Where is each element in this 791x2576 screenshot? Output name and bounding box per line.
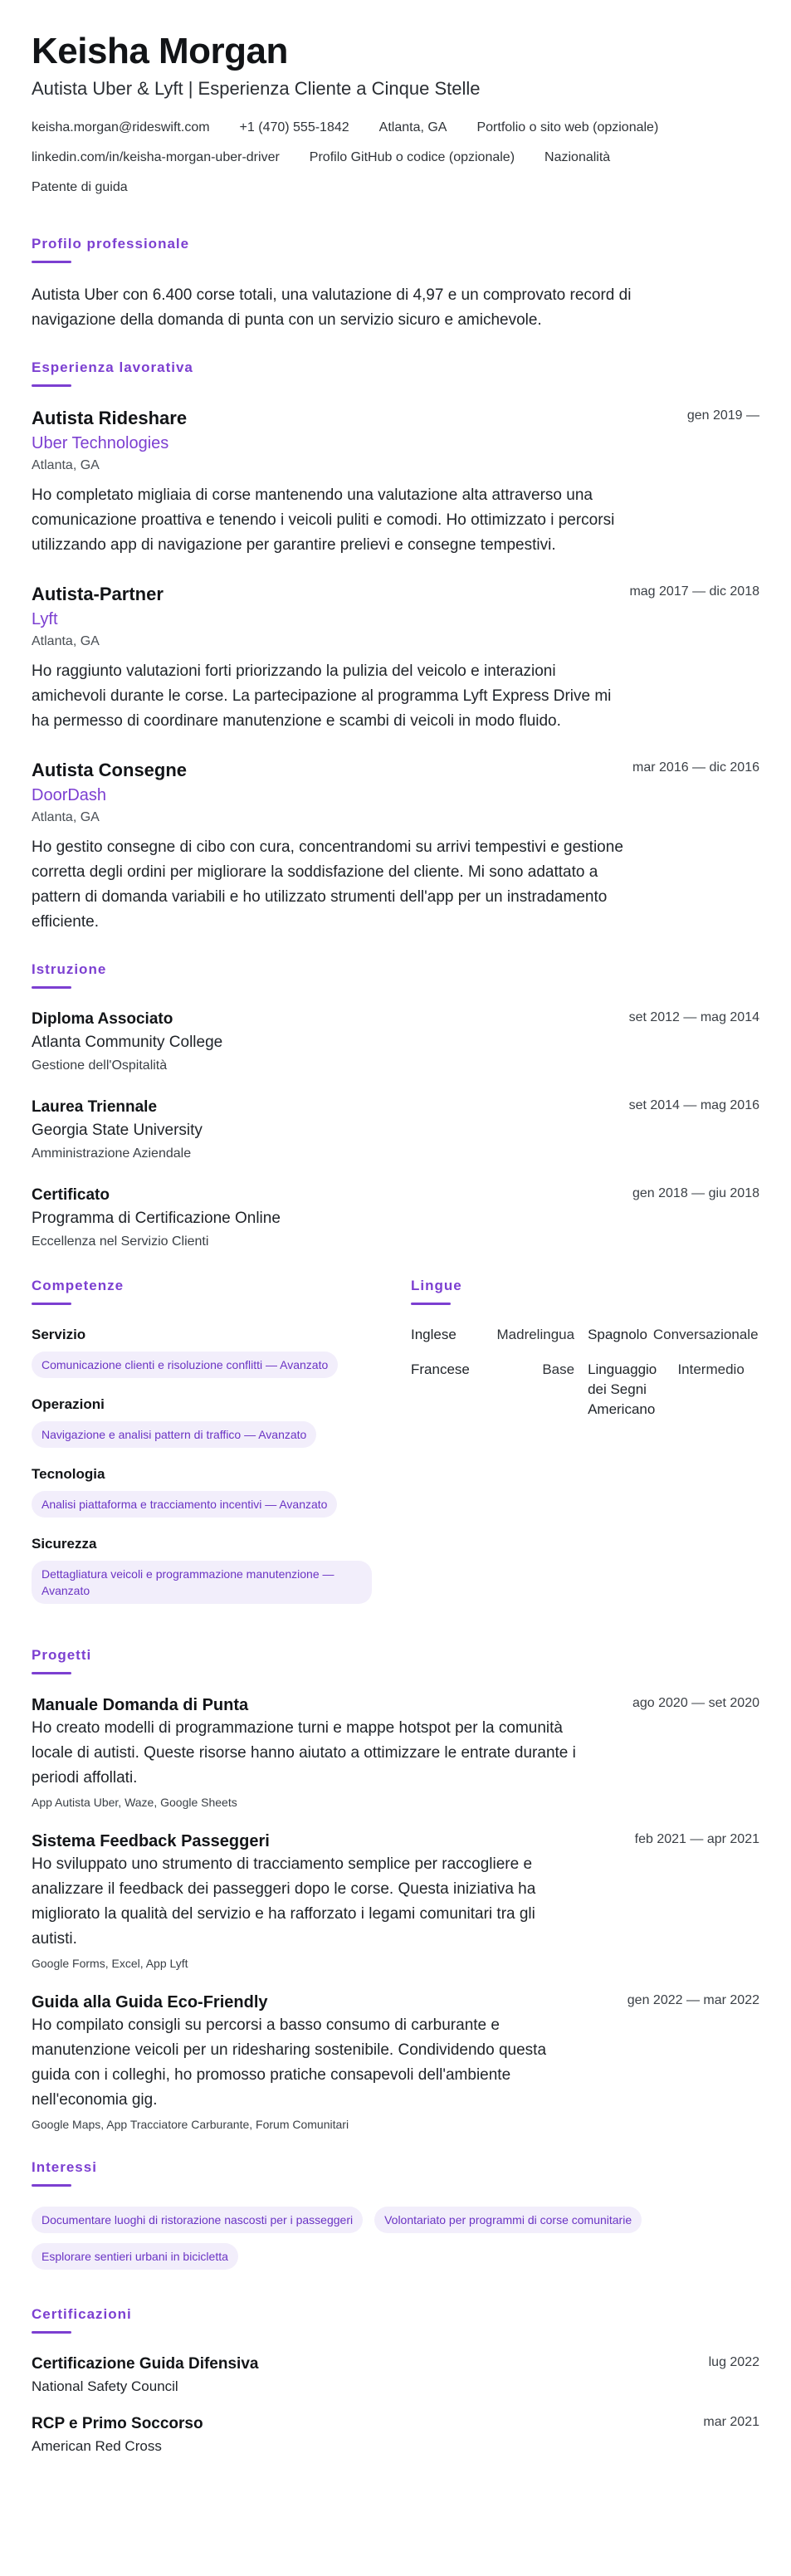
language-name: Linguaggio dei Segni Americano: [588, 1361, 657, 1417]
interest-chip-list: [32, 2207, 759, 2280]
section-divider: [32, 986, 71, 989]
job-description: Ho completato migliaia di corse mantenendo una valutazione alta attraverso una comunicazione proattiva e tenendo i veicoli puliti e comodi. Ho ottimizzato i percorsi utilizzando app di navigazione per garantire prelievi e consegne tempestivi.: [32, 486, 615, 554]
project-description: Ho sviluppato uno strumento di tracciamento semplice per raccogliere e analizzare il feedback dei passeggeri dopo le corse. Questa iniziativa ha migliorato la qualità del servizio e ha rafforzato i legami comunitari tra gli autisti.: [32, 1855, 536, 1948]
job-title: Autista-Partner: [32, 584, 164, 604]
resume-header: [32, 32, 759, 209]
interest-chip: Esplorare sentieri urbani in bicicletta: [32, 2243, 238, 2270]
skill-group-name: Servizio: [32, 1327, 86, 1342]
job-date: mag 2017 — dic 2018: [629, 584, 759, 599]
skill-group-name: Operazioni: [32, 1396, 105, 1412]
project-description: Ho compilato consigli su percorsi a basso consumo di carburante e manutenzione veicoli per un ridesharing sostenibile. Condividendo questa guida con i colleghi, ho promosso pratiche consapevoli dell'ambiente nell'economia gig.: [32, 2016, 547, 2109]
language-level: Conversazionale: [652, 1327, 759, 1342]
education-degree: Certificato: [32, 1186, 110, 1204]
job-entry: [32, 759, 759, 935]
education-date: gen 2018 — giu 2018: [632, 1186, 759, 1200]
project-tools: Google Maps, App Tracciatore Carburante, Forum Comunitari: [32, 2118, 349, 2131]
language-level: Intermedio: [677, 1361, 745, 1377]
summary-text: Autista Uber con 6.400 corse totali, una valutazione di 4,97 e un comprovato record di navigazione della domanda di punta con un servizio sicuro e amichevole.: [32, 286, 632, 329]
contact-linkedin[interactable]: linkedin.com/in/keisha-morgan-uber-driver: [32, 150, 280, 164]
certification-date: mar 2021: [703, 2415, 759, 2429]
project-tools: App Autista Uber, Waze, Google Sheets: [32, 1796, 237, 1809]
section-divider: [32, 1303, 71, 1305]
section-divider: [32, 261, 71, 263]
language-level: Base: [542, 1361, 575, 1377]
project-description: Ho creato modelli di programmazione turni e mappe hotspot per la comunità locale di autisti. Queste risorse hanno aiutato a ottimizzare le entrate durante i periodi affollati.: [32, 1719, 576, 1787]
education-date: set 2012 — mag 2014: [628, 1010, 759, 1024]
education-entry: [32, 1185, 759, 1251]
interest-chip: Documentare luoghi di ristorazione nascosti per i passeggeri: [32, 2207, 363, 2233]
education-date: set 2014 — mag 2016: [628, 1098, 759, 1112]
job-description: Ho gestito consegne di cibo con cura, concentrandomi su arrivi tempestivi e gestione corretta degli ordini per migliorare la soddisfazione del cliente. Mi sono adattato a pattern di domanda variabili e ho utilizzato strumenti dell'app per un instradamento efficiente.: [32, 838, 623, 931]
education-section: [32, 961, 759, 1251]
certification-issuer: American Red Cross: [32, 2438, 162, 2454]
education-area: Gestione dell'Ospitalità: [32, 1058, 168, 1073]
job-entry: [32, 583, 759, 734]
contact-email[interactable]: keisha.morgan@rideswift.com: [32, 120, 210, 134]
contact-phone[interactable]: +1 (470) 555-1842: [239, 120, 349, 134]
section-divider: [32, 2331, 71, 2334]
skill-chip: Navigazione e analisi pattern di traffico — Avanzato: [32, 1421, 316, 1448]
project-entry: [32, 1694, 759, 1811]
language-row: [411, 1325, 759, 1345]
contact-license: Patente di guida: [32, 180, 128, 194]
skill-group: [32, 1464, 380, 1518]
contact-location: Atlanta, GA: [378, 120, 447, 134]
certification-entry: [32, 2354, 759, 2397]
education-school: Programma di Certificazione Online: [32, 1210, 281, 1227]
language-name: Inglese: [411, 1327, 457, 1342]
job-location: Atlanta, GA: [32, 458, 100, 472]
interests-section: [32, 2159, 759, 2280]
project-title: Sistema Feedback Passeggeri: [32, 1832, 270, 1850]
section-title: Profilo professionale: [32, 236, 190, 252]
summary-section: [32, 236, 759, 333]
education-entry: [32, 1009, 759, 1075]
education-school: Atlanta Community College: [32, 1034, 223, 1051]
education-degree: Diploma Associato: [32, 1010, 173, 1028]
certification-date: lug 2022: [708, 2355, 759, 2369]
skill-chip: Dettagliatura veicoli e programmazione manutenzione — Avanzato: [32, 1561, 372, 1604]
section-title: Interessi: [32, 2159, 97, 2175]
section-divider: [32, 1672, 71, 1674]
job-location: Atlanta, GA: [32, 810, 100, 824]
certifications-section: [32, 2306, 759, 2456]
skill-group-name: Tecnologia: [32, 1466, 105, 1482]
skill-chip: Analisi piattaforma e tracciamento incentivi — Avanzato: [32, 1491, 337, 1518]
section-title: Esperienza lavorativa: [32, 359, 193, 375]
section-divider: [32, 384, 71, 387]
project-date: gen 2022 — mar 2022: [627, 1993, 759, 2007]
section-divider: [411, 1303, 451, 1305]
job-date: mar 2016 — dic 2016: [632, 760, 759, 775]
job-company: Uber Technologies: [32, 434, 169, 452]
experience-section: [32, 359, 759, 935]
job-location: Atlanta, GA: [32, 634, 100, 648]
job-company: DoorDash: [32, 786, 107, 804]
certification-issuer: National Safety Council: [32, 2378, 178, 2394]
language-name: Francese: [411, 1361, 470, 1377]
language-name: Spagnolo: [588, 1327, 647, 1342]
section-title: Progetti: [32, 1647, 92, 1663]
project-entry: [32, 1831, 759, 1972]
job-company: Lyft: [32, 610, 58, 628]
education-entry: [32, 1097, 759, 1163]
job-title: Autista Rideshare: [32, 408, 188, 428]
project-title: Guida alla Guida Eco-Friendly: [32, 1993, 268, 2011]
candidate-name: Keisha Morgan: [32, 31, 288, 71]
education-degree: Laurea Triennale: [32, 1098, 158, 1116]
job-date: gen 2019 —: [686, 408, 759, 423]
project-date: feb 2021 — apr 2021: [634, 1832, 759, 1846]
candidate-headline: Autista Uber & Lyft | Esperienza Cliente a Cinque Stelle: [32, 78, 481, 99]
section-title: Certificazioni: [32, 2306, 132, 2322]
contact-portfolio[interactable]: Portfolio o sito web (opzionale): [476, 120, 659, 134]
project-title: Manuale Domanda di Punta: [32, 1696, 249, 1714]
skills-languages-row: [32, 1278, 759, 1620]
skill-chip: Comunicazione clienti e risoluzione conflitti — Avanzato: [32, 1352, 338, 1378]
skill-group: [32, 1395, 380, 1448]
language-level: Madrelingua: [496, 1327, 575, 1342]
job-description: Ho raggiunto valutazioni forti priorizzando la pulizia del veicolo e interazioni amichevoli durante le corse. La partecipazione al programma Lyft Express Drive mi ha permesso di coordinare manutenzione e scambi di veicoli in modo fluido.: [32, 662, 612, 730]
projects-section: [32, 1647, 759, 2133]
job-title: Autista Consegne: [32, 760, 188, 780]
job-entry: [32, 407, 759, 558]
certification-name: Certificazione Guida Difensiva: [32, 2355, 259, 2373]
education-area: Eccellenza nel Servizio Clienti: [32, 1234, 209, 1249]
skill-group: [32, 1325, 380, 1378]
language-row: [411, 1360, 759, 1420]
section-title: Istruzione: [32, 961, 107, 977]
skills-section: [32, 1278, 380, 1620]
project-entry: [32, 1992, 759, 2133]
project-tools: Google Forms, Excel, App Lyft: [32, 1957, 188, 1970]
contact-nationality: Nazionalità: [544, 150, 611, 164]
skill-group-name: Sicurezza: [32, 1536, 97, 1552]
contact-github[interactable]: Profilo GitHub o codice (opzionale): [309, 150, 515, 164]
section-title: Lingue: [411, 1278, 462, 1293]
certification-entry: [32, 2413, 759, 2456]
section-title: Competenze: [32, 1278, 125, 1293]
languages-section: [411, 1278, 759, 1620]
section-divider: [32, 2184, 71, 2187]
skill-group: [32, 1534, 380, 1604]
project-date: ago 2020 — set 2020: [632, 1696, 759, 1710]
certification-name: RCP e Primo Soccorso: [32, 2415, 203, 2432]
education-area: Amministrazione Aziendale: [32, 1146, 192, 1161]
interest-chip: Volontariato per programmi di corse comunitarie: [374, 2207, 642, 2233]
education-school: Georgia State University: [32, 1122, 203, 1139]
contact-list: [32, 120, 759, 209]
